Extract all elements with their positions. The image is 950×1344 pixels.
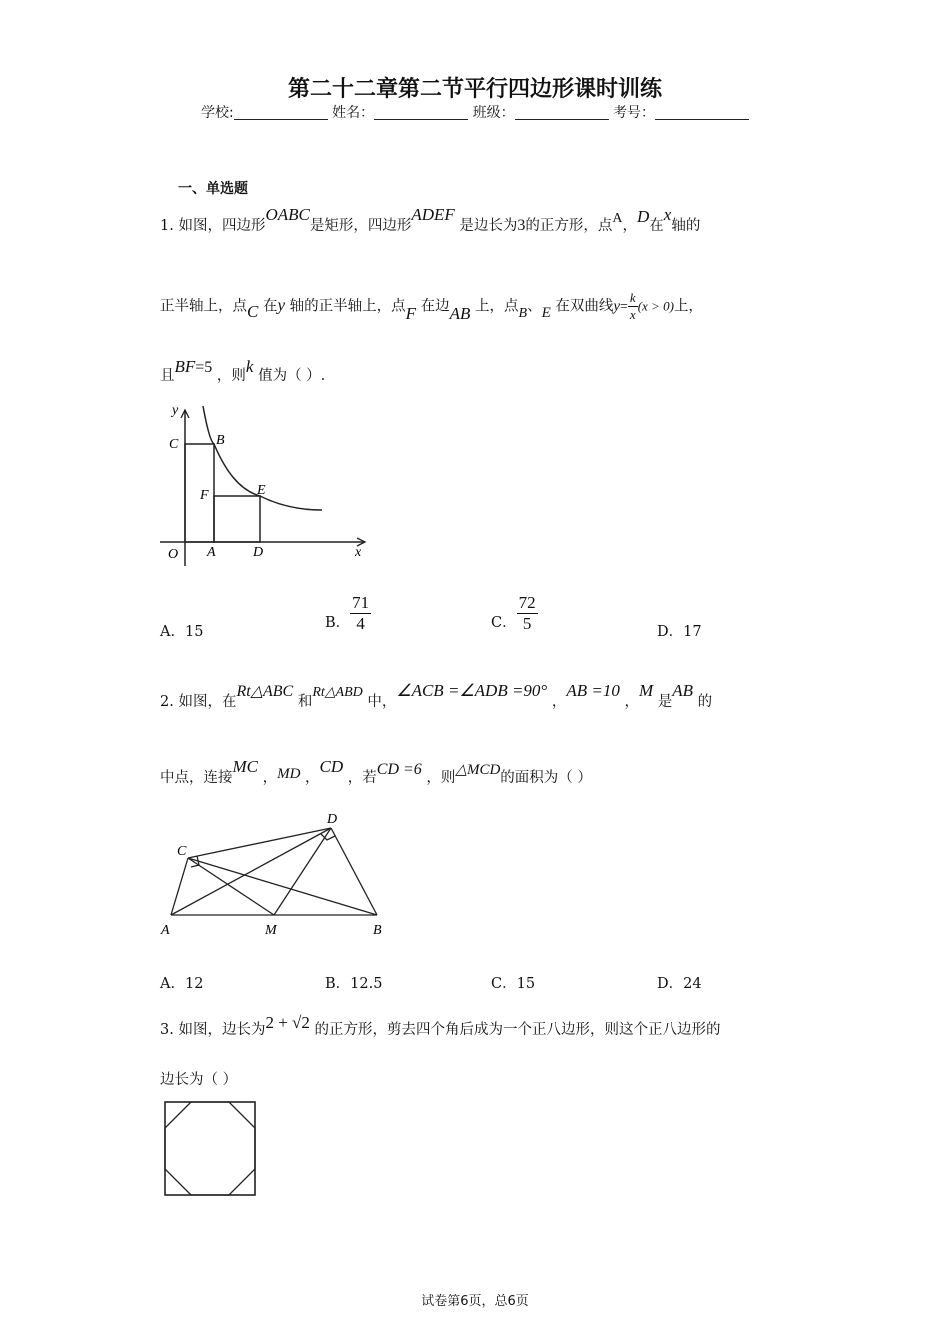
q2-number: 2. — [160, 694, 174, 710]
q2-math-cd: CD — [319, 757, 344, 776]
q1-number: 1. — [160, 218, 174, 234]
section-title: 一、单选题 — [178, 181, 248, 197]
q2-line-1 — [160, 681, 713, 711]
q2-math-ab: AB — [672, 681, 693, 700]
fig2-segment-ad — [171, 828, 331, 915]
q1-math-k: k — [245, 357, 254, 376]
q1-hyperbola-condition: (x > 0) — [637, 298, 674, 314]
fig2-label-m: M — [265, 923, 277, 938]
q1-point-f: F — [405, 303, 416, 323]
q1-math-oabc: OABC — [265, 205, 310, 224]
q1-hyperbola-y: y — [613, 298, 621, 315]
q1-option-c-label: C． — [491, 614, 517, 631]
q1-text: ， — [622, 218, 638, 234]
q1-point-d: D — [637, 207, 650, 226]
q3-text: 如图，边长为 — [178, 1022, 266, 1038]
q1-math-y: y — [277, 295, 285, 315]
fig2-segment-db — [331, 828, 377, 915]
q1-text: 轴的正半轴上，点 — [289, 298, 406, 315]
fig3-octagon — [165, 1102, 255, 1195]
q2-option-b[interactable]: B．12.5 — [325, 976, 383, 992]
q2-option-d[interactable]: D．24 — [657, 976, 702, 992]
q1-text: 在 — [262, 298, 278, 315]
q2-math-mc: MC — [232, 757, 258, 776]
q1-text: 值为（ ）. — [258, 368, 326, 384]
q1-text: 在双曲线 — [555, 298, 614, 315]
q1-option-b-numerator: 71 — [352, 593, 370, 612]
q2-math-cd6: CD =6 — [376, 761, 422, 778]
q2-text: 如图，在 — [178, 694, 237, 710]
q1-text: 是矩形，四边形 — [309, 218, 412, 234]
q1-math-bf: BF — [174, 357, 196, 376]
q1-text: 轴的 — [671, 218, 701, 234]
fig1-label-c: C — [169, 437, 179, 452]
q1-text: 且 — [160, 368, 175, 384]
page-title: 第二十二章第二节平行四边形课时训练 — [287, 77, 662, 102]
fig1-label-d: D — [253, 545, 264, 560]
q1-figure — [155, 398, 375, 570]
q2-text: 中点，连接 — [160, 770, 233, 786]
q1-option-c-numerator: 72 — [518, 593, 536, 612]
q1-text: 如图，四边形 — [178, 218, 266, 234]
school-label: 学校: — [200, 105, 234, 121]
q2-line-2 — [160, 757, 592, 787]
fig1-label-a: A — [207, 545, 216, 560]
q1-hyperbola-fraction — [628, 290, 638, 323]
q1-line-2 — [160, 290, 703, 323]
fig2-label-b: B — [373, 923, 382, 938]
fig1-label-x: x — [355, 545, 362, 560]
q1-option-c-fraction — [517, 593, 538, 634]
q1-text: 在 — [649, 218, 664, 234]
q2-math-ab10: AB =10 — [566, 681, 620, 700]
q1-option-b-fraction — [350, 593, 371, 634]
fig3-square — [165, 1102, 255, 1195]
q1-option-b-denominator: 4 — [356, 614, 365, 633]
q1-text: 上，点 — [475, 298, 519, 315]
q1-line-1 — [160, 205, 701, 235]
class-blank — [515, 105, 609, 120]
q2-text: 是 — [657, 694, 673, 710]
q1-text: 是边长为 — [459, 218, 518, 234]
fig1-label-o: O — [168, 547, 179, 562]
class-label: 班级： — [472, 105, 515, 121]
q1-hyperbola-k: k — [629, 290, 636, 305]
q2-text: ， — [551, 694, 567, 710]
q2-math-triangle-mcd: △MCD — [455, 762, 501, 778]
q1-point-a: A — [612, 211, 623, 226]
q3-line-2: 边长为（ ） — [160, 1072, 238, 1088]
q2-text: 的 — [697, 694, 713, 710]
q1-text: ，则 — [216, 368, 246, 384]
q2-text: 的面积为（ ） — [500, 770, 592, 786]
q1-hyperbola-eq: = — [620, 299, 628, 315]
q1-text: 正半轴上，点 — [160, 298, 247, 315]
q3-number: 3. — [160, 1022, 174, 1038]
page-footer: 试卷第6页，总6页 — [421, 1294, 529, 1309]
q2-point-m: M — [638, 681, 654, 700]
q2-math-rt-abd: Rt△ABD — [312, 685, 363, 700]
q2-math-angle: ∠ACB =∠ADB =90° — [396, 681, 548, 700]
q1-text: 上， — [673, 298, 703, 315]
q1-option-a[interactable]: A．15 — [160, 624, 204, 640]
fig2-label-c: C — [177, 844, 187, 859]
q3-text: 的正方形，剪去四个角后成为一个正八边形，则这个正八边形的 — [314, 1022, 721, 1038]
q2-text: ， — [305, 770, 320, 786]
fig2-label-a: A — [161, 923, 170, 938]
q1-option-c-denominator: 5 — [522, 614, 532, 633]
q2-text: 中， — [367, 694, 397, 710]
q2-text: ， — [624, 694, 639, 710]
q3-line-1 — [160, 1013, 721, 1039]
q1-option-b[interactable] — [325, 593, 371, 634]
number-blank — [655, 105, 749, 120]
q2-text: ，若 — [347, 770, 377, 786]
q1-math-three: 3 — [517, 217, 526, 234]
school-blank — [234, 105, 328, 120]
fig2-label-d: D — [327, 812, 338, 827]
q1-math-x: x — [663, 205, 672, 224]
q1-math-bf-value: =5 — [195, 359, 213, 376]
q1-point-c: C — [247, 301, 259, 321]
number-label: 考号： — [613, 105, 656, 121]
q2-text: 和 — [297, 694, 313, 710]
q1-option-b-label: B． — [325, 614, 351, 631]
q2-math-rt-abc: Rt△ABC — [236, 683, 294, 700]
q2-option-a[interactable]: A．12 — [160, 976, 204, 992]
q1-option-c[interactable] — [491, 593, 538, 634]
q1-point-e: E — [541, 304, 551, 321]
q1-point-b: B — [518, 305, 528, 321]
q3-math-expression: 2 + √2 — [265, 1013, 310, 1032]
fig1-label-b: B — [216, 433, 225, 448]
fig2-segment-dm — [274, 828, 331, 915]
q1-text: 、 — [527, 298, 542, 315]
student-info-line — [0, 102, 950, 122]
q1-math-adef: ADEF — [411, 205, 455, 224]
fig1-label-f: F — [200, 488, 209, 503]
q1-hyperbola-x: x — [629, 307, 636, 322]
fig1-label-y: y — [172, 403, 179, 418]
fig2-segment-cb — [188, 858, 377, 915]
name-blank — [374, 105, 468, 120]
q3-figure — [160, 1099, 260, 1199]
q1-text: 在边 — [420, 298, 450, 315]
fig1-square-adef — [214, 496, 260, 542]
q1-math-ab: AB — [449, 303, 471, 323]
q1-text: 的正方形，点 — [525, 218, 613, 234]
fig1-label-e: E — [257, 483, 266, 498]
q2-figure — [155, 808, 395, 943]
q2-text: ， — [262, 770, 278, 786]
q1-line-3 — [160, 357, 326, 385]
q2-option-c[interactable]: C．15 — [491, 976, 536, 992]
q1-option-d[interactable]: D．17 — [657, 624, 702, 640]
fig2-segment-cd — [188, 828, 331, 858]
q2-text: ，则 — [426, 770, 456, 786]
q2-math-md: MD — [277, 766, 301, 782]
name-label: 姓名： — [332, 105, 375, 121]
